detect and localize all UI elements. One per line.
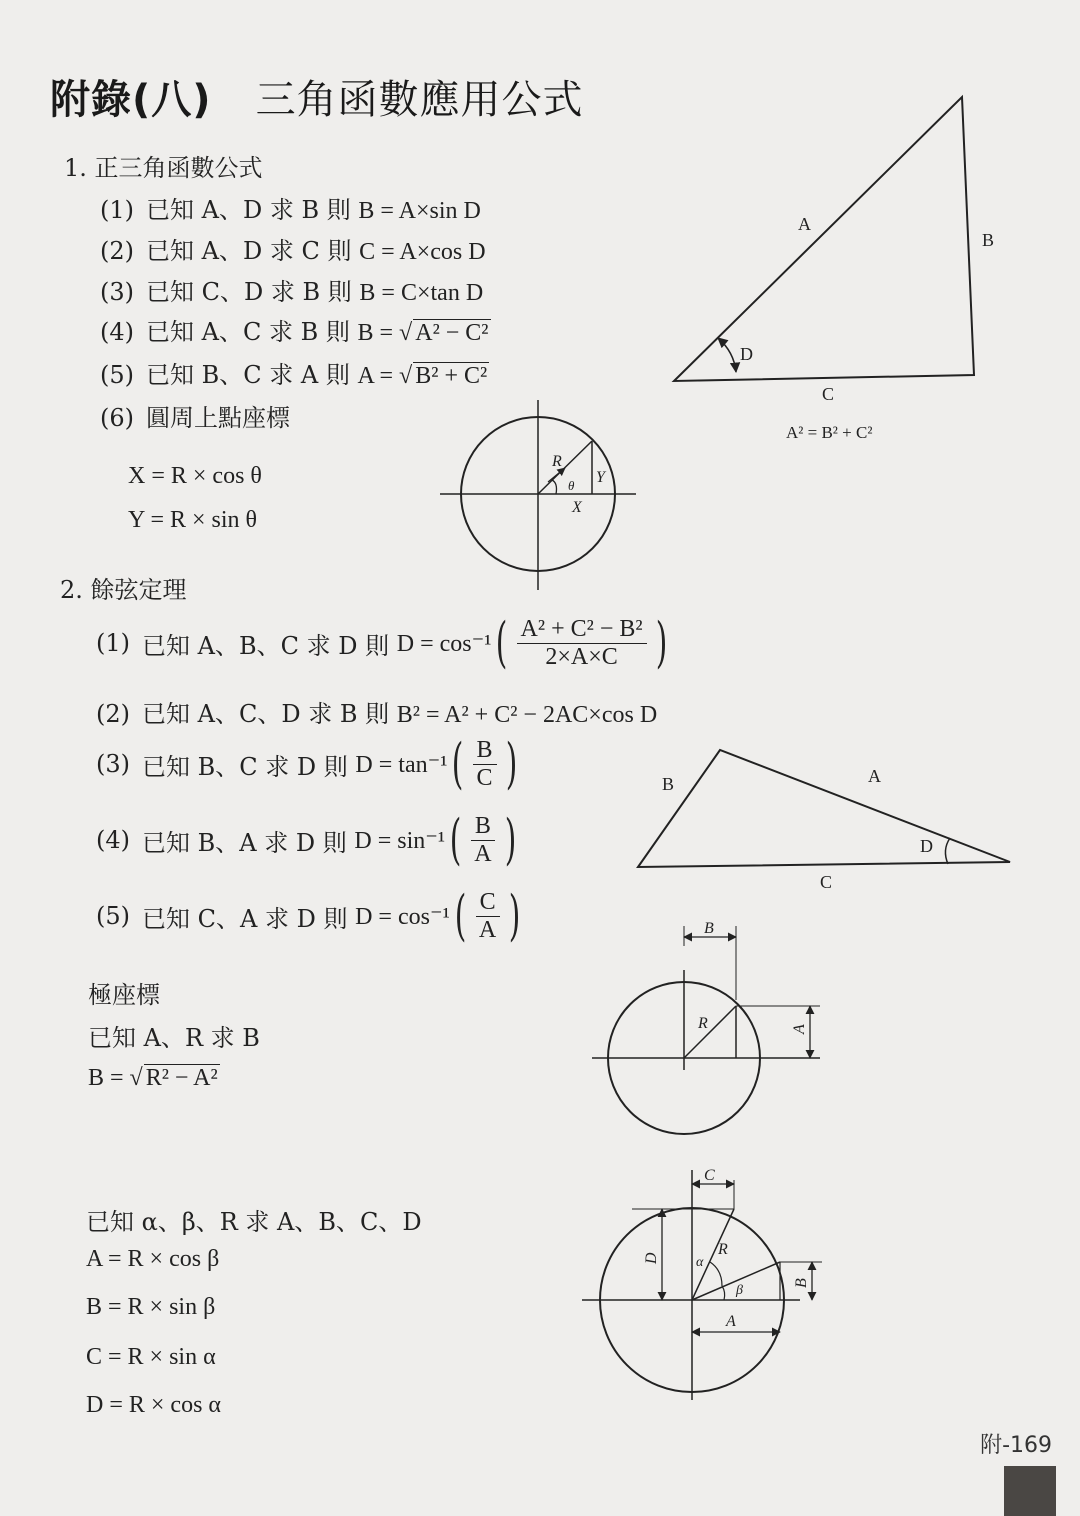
polar-formula: B = √ R² − A² — [88, 1065, 218, 1091]
tri1-label-b: B — [982, 230, 995, 250]
circle3-label-beta: β — [736, 1283, 743, 1298]
tri2-label-b: B — [662, 774, 675, 794]
s1-item-1: (1) 已知 A、D 求 B 則 B = A×sin D — [100, 196, 481, 224]
circle3-label-b: B — [793, 1278, 810, 1288]
alpha-beta-formula-c: C = R × sin α — [86, 1344, 216, 1370]
circle1-label-y: Y — [596, 469, 605, 486]
s1-item-2: (2) 已知 A、D 求 C 則 C = A×cos D — [100, 237, 486, 265]
circle3-label-c: C — [704, 1167, 715, 1184]
circle2-label-a: A — [791, 1024, 808, 1034]
page-number: 附-169 — [980, 1433, 1052, 1458]
circle2-label-r: R — [698, 1015, 708, 1032]
alpha-beta-given: 已知 α、β、R 求 A、B、C、D — [86, 1208, 422, 1236]
coord-y-formula: Y = R × sin θ — [128, 507, 258, 533]
s2-item-4: (4) 已知 B、A 求 D 則 D = sin⁻¹ ( $\frac{B}{A}$ ) — [96, 808, 516, 871]
polar-given: 已知 A、R 求 B — [88, 1024, 260, 1052]
s1-item-6: (6) 圓周上點座標 — [100, 404, 290, 432]
circle1-label-x: X — [572, 499, 582, 516]
circle3-label-alpha: α — [696, 1255, 704, 1270]
s1-item-3: (3) 已知 C、D 求 B 則 B = C×tan D — [100, 278, 484, 306]
s2-item-2: (2) 已知 A、C、D 求 B 則 B² = A² + C² − 2AC×cos D — [96, 700, 658, 728]
circle1-label-r: R — [552, 453, 562, 470]
polar-heading: 極座標 — [88, 981, 160, 1009]
s1-item-4: (4) 已知 A、C 求 B 則 B = √ A² − C² — [100, 318, 489, 346]
alpha-beta-formula-d: D = R × cos α — [86, 1392, 221, 1418]
tri2-label-a: A — [868, 766, 881, 786]
circle1-label-theta: θ — [568, 478, 575, 493]
circle3-label-a: A — [726, 1313, 736, 1330]
tri2-label-c: C — [820, 872, 833, 892]
tri1-pythagoras: A² = B² + C² — [786, 423, 873, 442]
circle3-label-r: R — [718, 1241, 728, 1258]
s2-item-5: (5) 已知 C、A 求 D 則 D = cos⁻¹ ( $\frac{C}{A}$ ) — [96, 884, 521, 947]
section1-heading: 1. 正三角函數公式 — [64, 154, 263, 182]
circle2-label-b: B — [704, 920, 714, 937]
alpha-beta-formula-a: A = R × cos β — [86, 1246, 220, 1272]
s2-item-1: (1) 已知 A、B、C 求 D 則 D = cos⁻¹ ( $\frac{\text{A² + C² − B²}}{2\times A\times C}$ ) — [96, 611, 667, 674]
circle3-label-d: D — [643, 1252, 660, 1264]
tri1-label-a: A — [798, 214, 811, 234]
title-main: 附錄(八) — [50, 77, 212, 123]
s2-item-3: (3) 已知 B、C 求 D 則 D = tan⁻¹ ( $\frac{B}{C}$ ) — [96, 732, 517, 795]
title-sub: 三角函數應用公式 — [255, 77, 584, 123]
thumb-tab — [1004, 1466, 1056, 1516]
tri1-label-c: C — [822, 384, 835, 404]
section2-heading: 2. 餘弦定理 — [60, 576, 187, 604]
coord-x-formula: X = R × cos θ — [128, 463, 262, 489]
tri2-label-d: D — [920, 836, 933, 856]
s1-item-5: (5) 已知 B、C 求 A 則 A = √ B² + C² — [100, 361, 488, 389]
tri1-label-d: D — [740, 344, 753, 364]
oblique-triangle — [638, 750, 1010, 867]
alpha-beta-formula-b: B = R × sin β — [86, 1294, 216, 1320]
